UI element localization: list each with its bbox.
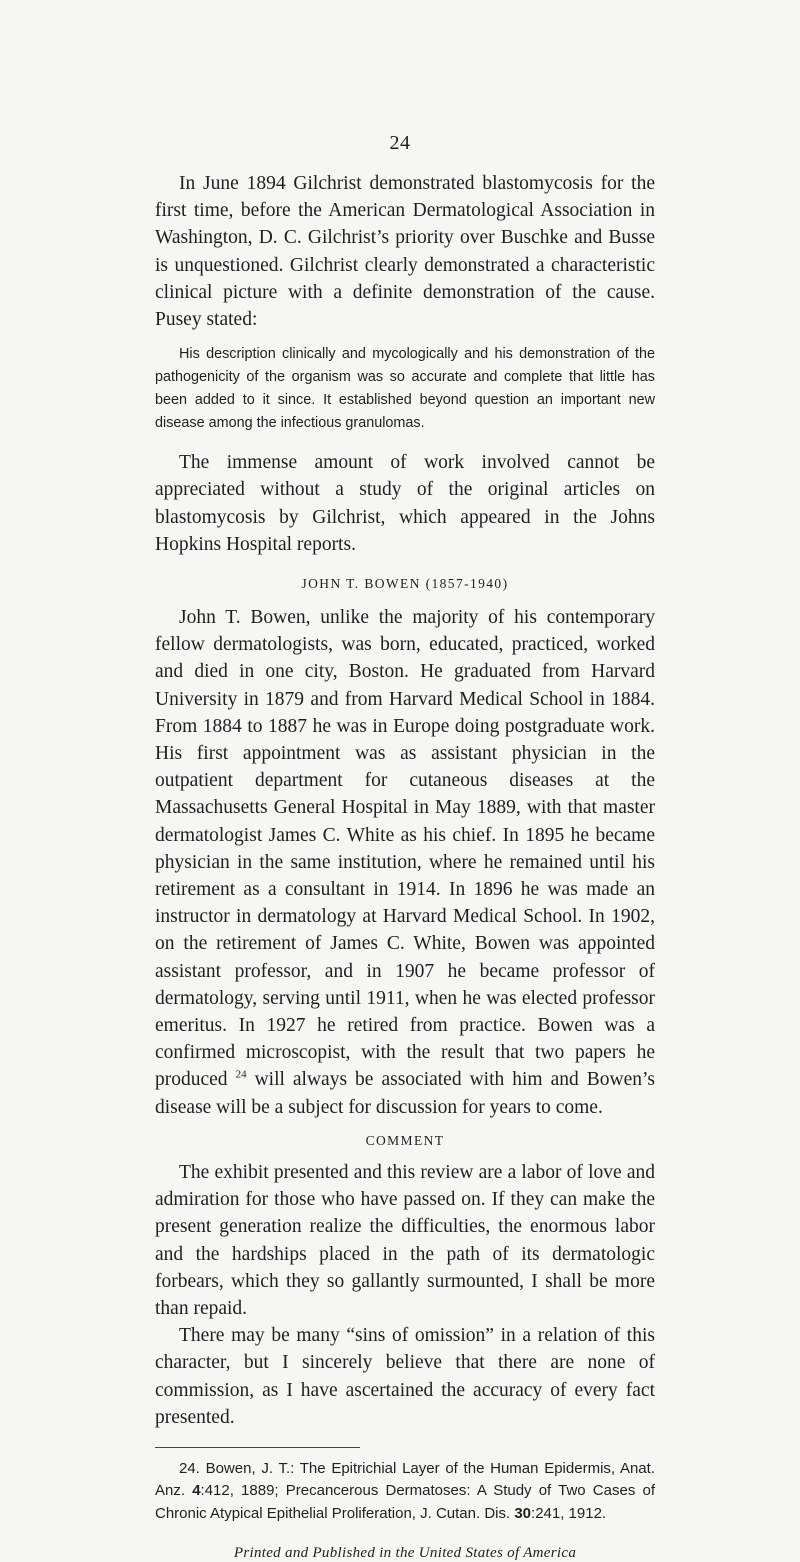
comment-paragraph-1: The exhibit presented and this review are a labor of love and admiration for those who have passed on. If they can make the present generation realize the difficulties, the enormous labor and the hardships placed in the path of its dermatologic forbears, which they so gallantly surmounted, I shall be more than repaid. bbox=[155, 1161, 655, 1319]
footnote-volume-1: 4 bbox=[192, 1482, 201, 1500]
intro-paragraph: In June 1894 Gilchrist demonstrated blastomycosis for the first time, before the American Dermatological Association in Washington, D. C. Gilchrist’s priority over Buschke and Busse is unquestioned. Gilchrist clearly demonstrated a characteristic clinical picture with a definite demonstration of the cause. Pusey stated: bbox=[155, 173, 655, 331]
work-paragraph: The immense amount of work involved cannot be appreciated without a study of the original articles on blastomycosis by Gilchrist, which appeared in the Johns Hopkins Hospital reports. bbox=[155, 452, 655, 555]
footnote-divider bbox=[155, 1447, 360, 1448]
comment-section-heading: COMMENT bbox=[365, 1132, 445, 1148]
bowen-paragraph bbox=[155, 604, 655, 1121]
footnote-text-b: :412, 1889; Precancerous Dermatoses: A Study of Two Cases of Chronic Atypical Epithelial Proliferation, J. Cutan. Dis. bbox=[155, 1482, 655, 1522]
page-body bbox=[155, 170, 655, 1562]
bowen-section-heading: JOHN T. BOWEN (1857-1940) bbox=[301, 576, 509, 592]
comment-paragraph-2: There may be many “sins of omission” in a relation of this character, but I sincerely believe that there are none of commission, as I have ascertained the accuracy of every fact presented. bbox=[155, 1325, 655, 1428]
footnote-volume-2: 30 bbox=[514, 1504, 532, 1522]
footnote-text-a: 24. Bowen, J. T.: The Epitrichial Layer of the Human Epidermis, Anat. Anz. bbox=[155, 1459, 655, 1500]
bowen-paragraph-text-b: will always be associated with him and Bowen’s disease will be a subject for discussion for years to come. bbox=[155, 1069, 655, 1118]
footnote-text-c: :241, 1912. bbox=[531, 1504, 607, 1522]
bowen-paragraph-text-a: John T. Bowen, unlike the majority of his contemporary fellow dermatologists, was born, educated, practiced, worked and died in one city, Boston. He graduated from Harvard University in 1879 and from Harvard Medical School in 1884. From 1884 to 1887 he was in Europe doing postgraduate work. His first appointment was as assistant physician in the outpatient department for cutaneous diseases at the Massachusetts General Hospital in May 1889, with that master dermatologist James C. White as his chief. In 1895 he became physician in the same institution, where he remained until his retirement as a consultant in 1914. In 1896 he was made an instructor in dermatology at Harvard Medical School. In 1902, on the retirement of James C. White, Bowen was appointed assistant professor, and in 1907 he became professor of dermatology, serving until 1911, when he was elected professor emeritus. In 1927 he retired from practice. Bowen was a confirmed microscopist, with the result that two papers he produced bbox=[155, 607, 655, 1091]
pusey-quote: His description clinically and mycologically and his demonstration of the pathogenicity of the organism was so accurate and complete that little has been added to it since. It established beyond question an important new disease among the infectious granulomas. bbox=[155, 346, 655, 432]
page-number: 24 bbox=[389, 132, 411, 154]
footnote-reference: 24 bbox=[235, 1068, 247, 1081]
imprint-line: Printed and Published in the United States of America bbox=[233, 1545, 577, 1562]
footnote bbox=[155, 1458, 655, 1526]
